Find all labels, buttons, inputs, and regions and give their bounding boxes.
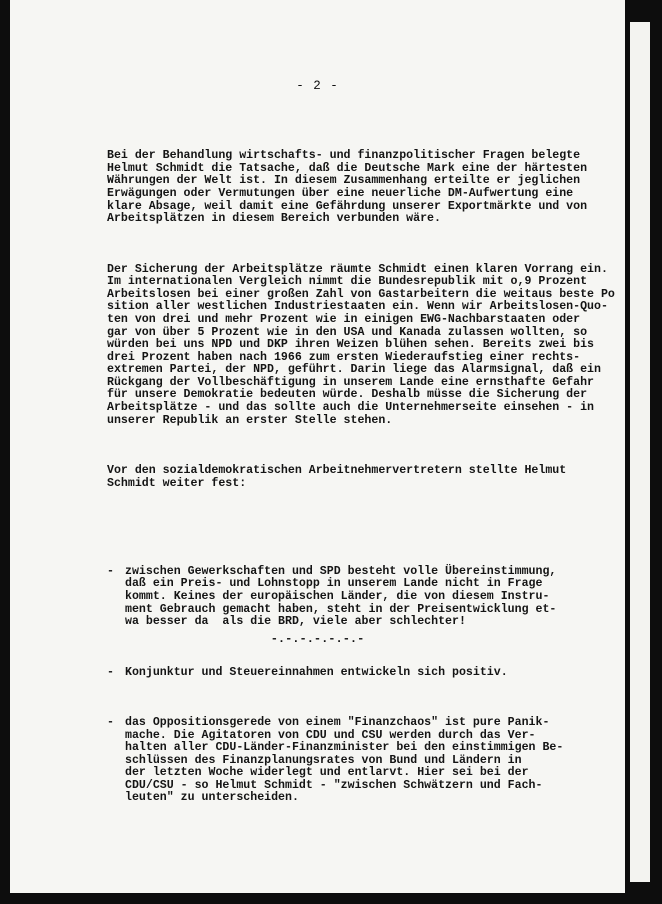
bullet-list (107, 541, 632, 843)
bullet-dash: - (107, 715, 114, 729)
list-item (107, 566, 632, 629)
bullet-text-price-stop: zwischen Gewerkschaften und SPD besteht volle Übereinstimmung, daß ein Preis- und Lohnstopp in unserem Lande nicht in Frage kommt. Keines der europäischen Länder, die von diesem Instru- ment Gebrauch gemacht haben, steht in der Preisentwicklung et- wa besser da als die BRD, viele aber schlechter! (125, 564, 557, 629)
list-item (107, 667, 632, 680)
paragraph-statement-intro: Vor den sozialdemokratischen Arbeitnehmervertretern stellte Helmut Schmidt weiter fest: (107, 464, 567, 490)
list-item (107, 717, 632, 805)
document-body (107, 125, 632, 868)
adjacent-page-edge (630, 22, 650, 882)
end-of-document-mark: -.-.-.-.-.-.- (270, 632, 365, 646)
bullet-text-opposition: das Oppositionsgerede von einem "Finanzchaos" ist pure Panik- mache. Die Agitatoren von CDU und CSU werden durch das Ver- halten aller CDU-Länder-Finanzminister bei den einstimmigen Be- schlüssen des Finanzplanungsrates von Bund und Ländern in der letzten Woche widerlegt und entlarvt. Hier sei bei der CDU/CSU - so Helmut Schmidt - "zwischen Schwätzern und Fach- leuten" zu unterscheiden. (125, 715, 564, 805)
document-page (10, 0, 625, 893)
paragraph-employment: Der Sicherung der Arbeitsplätze räumte Schmidt einen klaren Vorrang ein. Im internationalen Vergleich nimmt die Bundesrepublik mit o,9 Prozent Arbeitslosen bei einer großen Zahl von Gastarbeitern die weitaus beste Po sition aller westlichen Industriestaaten ein. Wenn wir Arbeitslosen-Quo- ten von drei und mehr Prozent wie in einigen EWG-Nachbarstaaten oder gar von über 5 Prozent wie in den USA und Kanada zulassen wollten, so würden bei uns NPD und DKP ihren Weizen blühen sehen. Bereits zwei bis drei Prozent haben nach 1966 zum ersten Wiederaufstieg einer rechts- extremen Partei, der NPD, geführt. Darin liege das Alarmsignal, daß ein Rückgang der Vollbeschäftigung in unserem Lande eine ernsthafte Gefahr für unsere Demokratie bedeuten würde. Deshalb müsse die Sicherung der Arbeitsplätze - und das sollte auch die Unternehmerseite einsehen - in unserer Republik an erster Stelle stehen. (107, 262, 615, 427)
bullet-text-economy: Konjunktur und Steuereinnahmen entwickeln sich positiv. (125, 665, 508, 679)
page-number: - 2 - (296, 79, 339, 93)
paragraph-economic-policy: Bei der Behandlung wirtschafts- und finanzpolitischer Fragen belegte Helmut Schmidt die Tatsache, daß die Deutsche Mark eine der härtesten Währungen der Welt ist. In diesem Zusammenhang erteilte er jeglichen Erwägungen oder Vermutungen über eine neuerliche DM-Aufwertung eine klare Absage, weil damit eine Gefährdung unserer Exportmärkte und von Arbeitsplätzen in diesem Bereich verbunden wäre. (107, 149, 588, 226)
bullet-dash: - (107, 564, 114, 578)
bullet-dash: - (107, 665, 114, 679)
